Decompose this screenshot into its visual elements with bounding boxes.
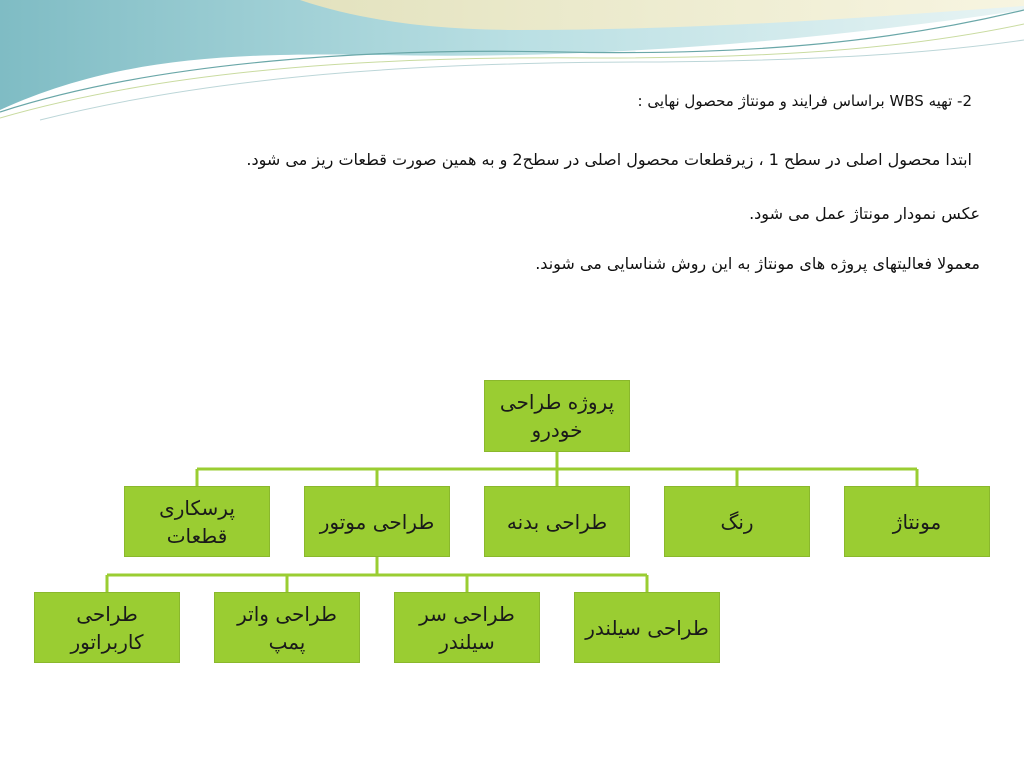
description-line-2: عکس نمودار مونتاژ عمل می شود. [749,204,980,223]
level2-node-cylinder: طراحی سیلندر [574,592,720,663]
level1-node-engine-design: طراحی موتور [304,486,450,557]
level2-node-carburetor: طراحی کاربراتور [34,592,180,663]
root-node: پروژه طراحی خودرو [484,380,630,452]
level1-node-assembly: مونتاژ [844,486,990,557]
level1-node-body-design: طراحی بدنه [484,486,630,557]
level1-node-pressing: پرسکاری قطعات [124,486,270,557]
level1-node-paint: رنگ [664,486,810,557]
level2-node-cylinder-head: طراحی سر سیلندر [394,592,540,663]
heading-line: 2- تهیه WBS براساس فرایند و مونتاژ محصول نهایی : [637,92,972,110]
description-line-3: معمولا فعالیتهای پروژه های مونتاژ به این روش شناسایی می شوند. [535,254,980,273]
level2-node-water-pump: طراحی واتر پمپ [214,592,360,663]
description-line-1: ابتدا محصول اصلی در سطح 1 ، زیرقطعات محصول اصلی در سطح2 و به همین صورت قطعات ریز می شود. [246,150,972,169]
